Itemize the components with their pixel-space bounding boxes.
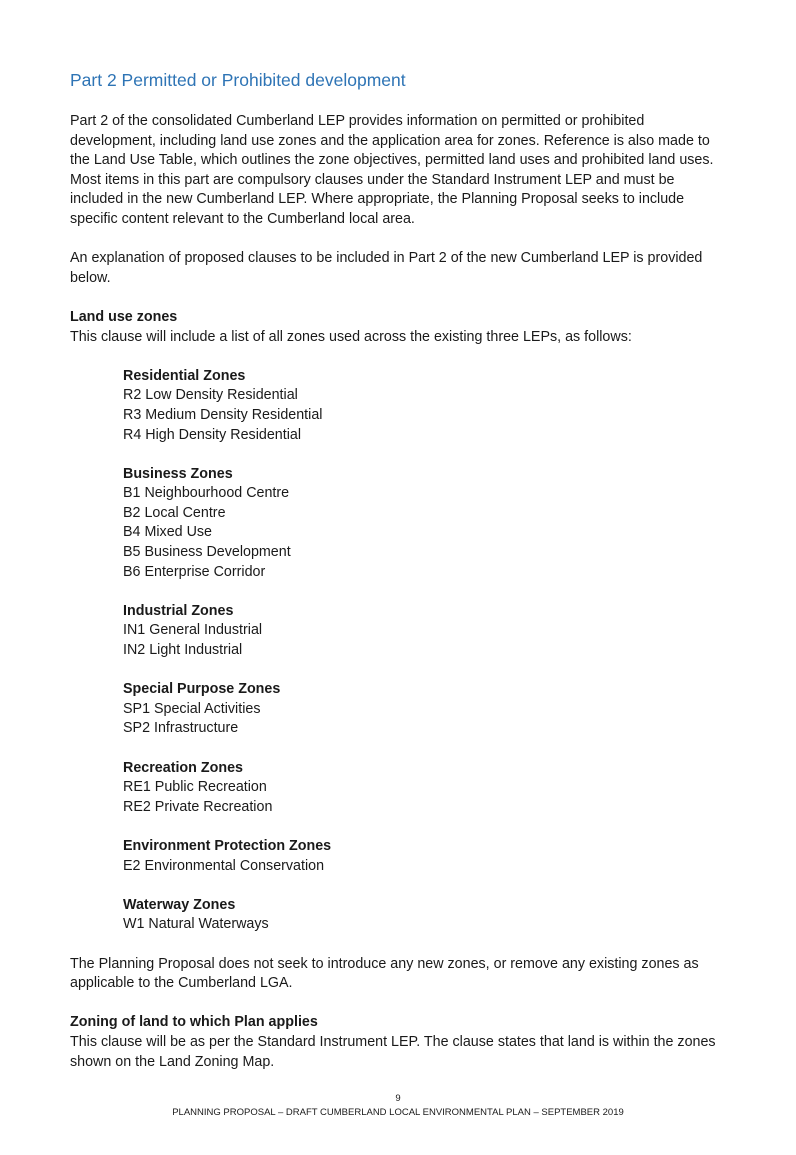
zone-item: SP2 Infrastructure bbox=[123, 720, 239, 737]
zone-group-title: Business Zones bbox=[123, 465, 233, 482]
zone-item: R4 High Density Residential bbox=[123, 426, 301, 443]
zone-item: RE2 Private Recreation bbox=[123, 798, 273, 815]
zone-item: B6 Enterprise Corridor bbox=[123, 563, 266, 580]
section-heading: Part 2 Permitted or Prohibited development bbox=[70, 70, 406, 90]
land-use-zones-section bbox=[70, 308, 730, 347]
zone-group-title: Special Purpose Zones bbox=[123, 681, 281, 698]
zone-item: R2 Low Density Residential bbox=[123, 387, 298, 404]
intro-paragraph: Part 2 of the consolidated Cumberland LEP provides information on permitted or prohibited development, including land use zones and the application area for zones. Reference is also made to the Land Use Table, which outlines the zone objectives, permitted land uses and prohibited land uses. Most items in this part are compulsory clauses under the Standard Instrument LEP and must be included in the new Cumberland LEP. Where appropriate, the Planning Proposal seeks to include specific content relevant to the Cumberland local area. bbox=[70, 113, 714, 227]
zone-group-title: Residential Zones bbox=[123, 367, 246, 384]
zone-item: B5 Business Development bbox=[123, 544, 291, 561]
land-use-zones-text: This clause will include a list of all zones used across the existing three LEPs, as follows: bbox=[70, 328, 632, 345]
no-new-zones-paragraph: The Planning Proposal does not seek to introduce any new zones, or remove any existing zones as applicable to the Cumberland LGA. bbox=[70, 955, 699, 992]
zone-group bbox=[123, 896, 730, 935]
zone-group-title: Waterway Zones bbox=[123, 896, 236, 913]
zone-item: RE1 Public Recreation bbox=[123, 779, 267, 796]
zone-group bbox=[123, 759, 730, 818]
zone-item: SP1 Special Activities bbox=[123, 700, 261, 717]
zone-list bbox=[123, 367, 730, 935]
land-use-zones-title: Land use zones bbox=[70, 308, 178, 325]
page-number: 9 bbox=[395, 1093, 401, 1104]
zone-item: R3 Medium Density Residential bbox=[123, 406, 323, 423]
zone-item: E2 Environmental Conservation bbox=[123, 857, 325, 874]
zone-group-title: Environment Protection Zones bbox=[123, 837, 332, 854]
zone-item: IN1 General Industrial bbox=[123, 622, 263, 639]
zone-group-title: Industrial Zones bbox=[123, 602, 234, 619]
zone-item: B4 Mixed Use bbox=[123, 524, 212, 541]
zone-group bbox=[123, 837, 730, 876]
explanation-paragraph: An explanation of proposed clauses to be included in Part 2 of the new Cumberland LEP is provided below. bbox=[70, 250, 703, 286]
zone-group bbox=[123, 367, 730, 445]
zoning-of-land-section bbox=[70, 1013, 730, 1072]
zone-group-title: Recreation Zones bbox=[123, 759, 243, 776]
page-footer: PLANNING PROPOSAL – DRAFT CUMBERLAND LOCAL ENVIRONMENTAL PLAN – SEPTEMBER 2019 bbox=[172, 1107, 624, 1118]
zone-item: W1 Natural Waterways bbox=[123, 916, 269, 933]
zone-item: B1 Neighbourhood Centre bbox=[123, 485, 290, 502]
zoning-of-land-text: This clause will be as per the Standard Instrument LEP. The clause states that land is within the zones shown on the Land Zoning Map. bbox=[70, 1033, 716, 1070]
zone-group bbox=[123, 465, 730, 583]
zoning-of-land-title: Zoning of land to which Plan applies bbox=[70, 1014, 318, 1031]
document-body bbox=[70, 68, 730, 1092]
zone-group bbox=[123, 602, 730, 661]
zone-item: B2 Local Centre bbox=[123, 504, 226, 521]
zone-group bbox=[123, 680, 730, 739]
zone-item: IN2 Light Industrial bbox=[123, 642, 243, 659]
